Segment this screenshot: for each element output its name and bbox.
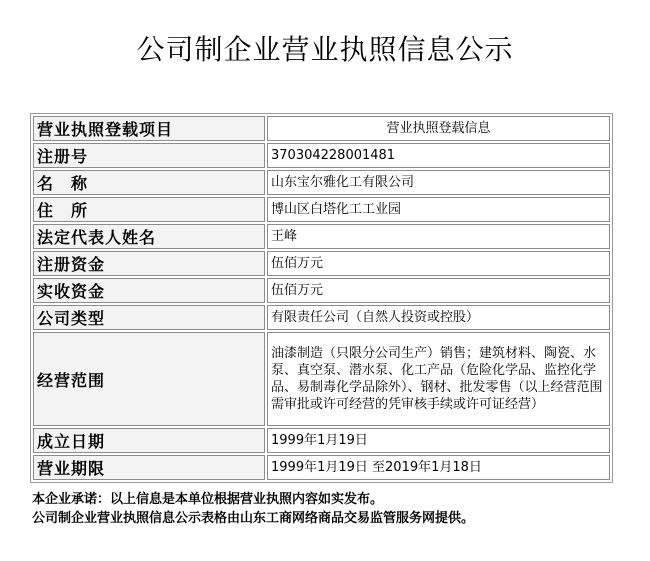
table-row-establishment-date — [33, 428, 610, 453]
row-value: 博山区白塔化工工业园 — [267, 197, 610, 222]
row-label: 营业期限 — [33, 455, 265, 480]
row-value: 1999年1月19日 — [267, 428, 610, 453]
table-row-registered-capital — [33, 251, 610, 276]
row-label: 住 所 — [33, 197, 265, 222]
table-header-row — [33, 116, 610, 141]
license-info-table — [30, 113, 613, 483]
table-row-registration-number — [33, 143, 610, 168]
table-row-legal-representative — [33, 224, 610, 249]
table-row-business-term — [33, 455, 610, 480]
table-row-company-name — [33, 170, 610, 195]
row-label: 注册资金 — [33, 251, 265, 276]
row-label: 成立日期 — [33, 428, 265, 453]
row-value: 有限责任公司（自然人投资或控股） — [267, 305, 610, 330]
header-label: 营业执照登载项目 — [33, 116, 265, 141]
table-row-address — [33, 197, 610, 222]
row-label: 经营范围 — [33, 332, 265, 426]
row-value: 油漆制造（只限分公司生产）销售；建筑材料、陶瓷、水泵、真空泵、潜水泵、化工产品（危险化学品、监控化学品、易制毒化学品除外）、钢材、批发零售（以上经营范围需审批或许可经营的凭审核手续或许可证经营） — [267, 332, 610, 426]
row-label: 注册号 — [33, 143, 265, 168]
row-label: 实收资金 — [33, 278, 265, 303]
page-title: 公司制企业营业执照信息公示 — [136, 33, 514, 66]
footer-commitment-text: 本企业承诺：以上信息是本单位根据营业执照内容如实发布。 — [32, 492, 384, 507]
row-value: 伍佰万元 — [267, 251, 610, 276]
footer-notes — [32, 490, 632, 528]
row-value: 山东宝尔雅化工有限公司 — [267, 170, 610, 195]
table-row-company-type — [33, 305, 610, 330]
footer-provider-text: 公司制企业营业执照信息公示表格由山东工商网络商品交易监管服务网提供。 — [32, 511, 475, 526]
row-value: 伍佰万元 — [267, 278, 610, 303]
table-row-paid-in-capital — [33, 278, 610, 303]
row-label: 名 称 — [33, 170, 265, 195]
row-value: 1999年1月19日 至2019年1月18日 — [267, 455, 610, 480]
row-value: 370304228001481 — [267, 143, 610, 168]
header-value: 营业执照登载信息 — [267, 116, 610, 141]
row-label: 公司类型 — [33, 305, 265, 330]
row-value: 王峰 — [267, 224, 610, 249]
table-row-business-scope — [33, 332, 610, 426]
row-label: 法定代表人姓名 — [33, 224, 265, 249]
